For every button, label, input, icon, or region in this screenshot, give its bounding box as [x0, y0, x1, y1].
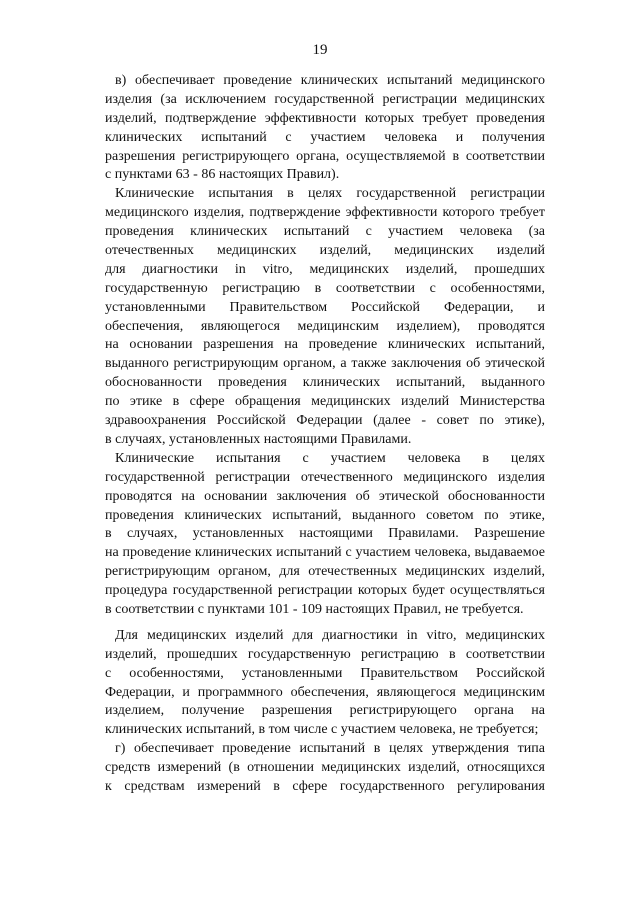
text-line: на основании разрешения на проведение клинических испытаний, [105, 337, 545, 353]
page-number: 19 [312, 42, 328, 58]
text-line: изделием, получение разрешения регистрирующего органа на [105, 703, 545, 719]
text-line: на проведение клинических испытаний с участием человека, выдаваемое [105, 545, 545, 561]
paragraph-2 [105, 185, 545, 449]
text-line: изделий, прошедших государственную регистрацию в соответствии [105, 646, 545, 662]
text-line: Для медицинских изделий для диагностики in vitro, медицинских [115, 627, 545, 643]
text-line: процедура государственной регистрации которых будет осуществляться [105, 583, 545, 599]
text-line: в случаях, установленных настоящими Правилами. Разрешение [105, 526, 545, 542]
text-line: проведения клинических испытаний, выданного советом по этике, [105, 507, 545, 523]
text-line: в соответствии с пунктами 101 - 109 настоящих Правил, не требуется. [105, 601, 524, 617]
document-body [105, 72, 545, 797]
text-line: регистрирующим органом, для отечественных медицинских изделий, [105, 564, 545, 580]
text-line: по этике в сфере обращения медицинских изделий Министерства [105, 394, 545, 410]
text-line: к средствам измерений в сфере государственного регулирования [105, 779, 545, 795]
text-line: отечественных медицинских изделий, медицинских изделий [105, 243, 545, 259]
text-line: обеспечения, являющегося медицинским изделием), проводятся [105, 318, 545, 334]
text-line: здравоохранения Российской Федерации (далее - совет по этике), [105, 413, 545, 429]
text-line: государственной регистрации отечественного медицинского изделия [105, 469, 545, 485]
text-line: проводятся на основании заключения об этической обоснованности [105, 488, 545, 504]
text-line: государственную регистрацию в соответствии с особенностями, [105, 280, 545, 296]
text-line: Федерации, и программного обеспечения, являющегося медицинским [105, 684, 545, 700]
text-line: клинических испытаний с участием человека и получения [105, 129, 545, 145]
text-line: клинических испытаний, в том числе с участием человека, не требуется; [105, 722, 539, 738]
paragraph-1 [105, 72, 545, 185]
text-line: с особенностями, установленными Правительством Российской [105, 665, 545, 681]
text-line: Клинические испытания в целях государственной регистрации [115, 186, 545, 202]
paragraph-3 [105, 450, 545, 620]
paragraph-4 [105, 627, 545, 740]
text-line: изделий, подтверждение эффективности которых требует проведения [105, 110, 545, 126]
text-line: с пунктами 63 - 86 настоящих Правил). [105, 167, 340, 183]
text-line: обоснованности проведения клинических испытаний, выданного [105, 375, 545, 391]
text-line: для диагностики in vitro, медицинских изделий, прошедших [105, 261, 545, 277]
text-line: изделия (за исключением государственной регистрации медицинских [105, 91, 545, 107]
text-line: медицинского изделия, подтверждение эффективности которого требует [105, 205, 545, 221]
text-line: разрешения регистрирующего органа, осуществляемой в соответствии [105, 148, 545, 164]
text-line: установленными Правительством Российской Федерации, и [105, 299, 545, 315]
paragraph-5 [105, 740, 545, 797]
text-line: Клинические испытания с участием человека в целях [115, 450, 545, 466]
text-line: г) обеспечивает проведение испытаний в целях утверждения типа [115, 741, 545, 757]
text-line: средств измерений (в отношении медицинских изделий, относящихся [105, 760, 545, 776]
text-line: выданного регистрирующим органом, а также заключения об этической [105, 356, 545, 372]
text-line: проведения клинических испытаний с участием человека (за [105, 224, 545, 240]
text-line: в случаях, установленных настоящими Правилами. [105, 431, 412, 447]
text-line: в) обеспечивает проведение клинических испытаний медицинского [115, 73, 545, 88]
